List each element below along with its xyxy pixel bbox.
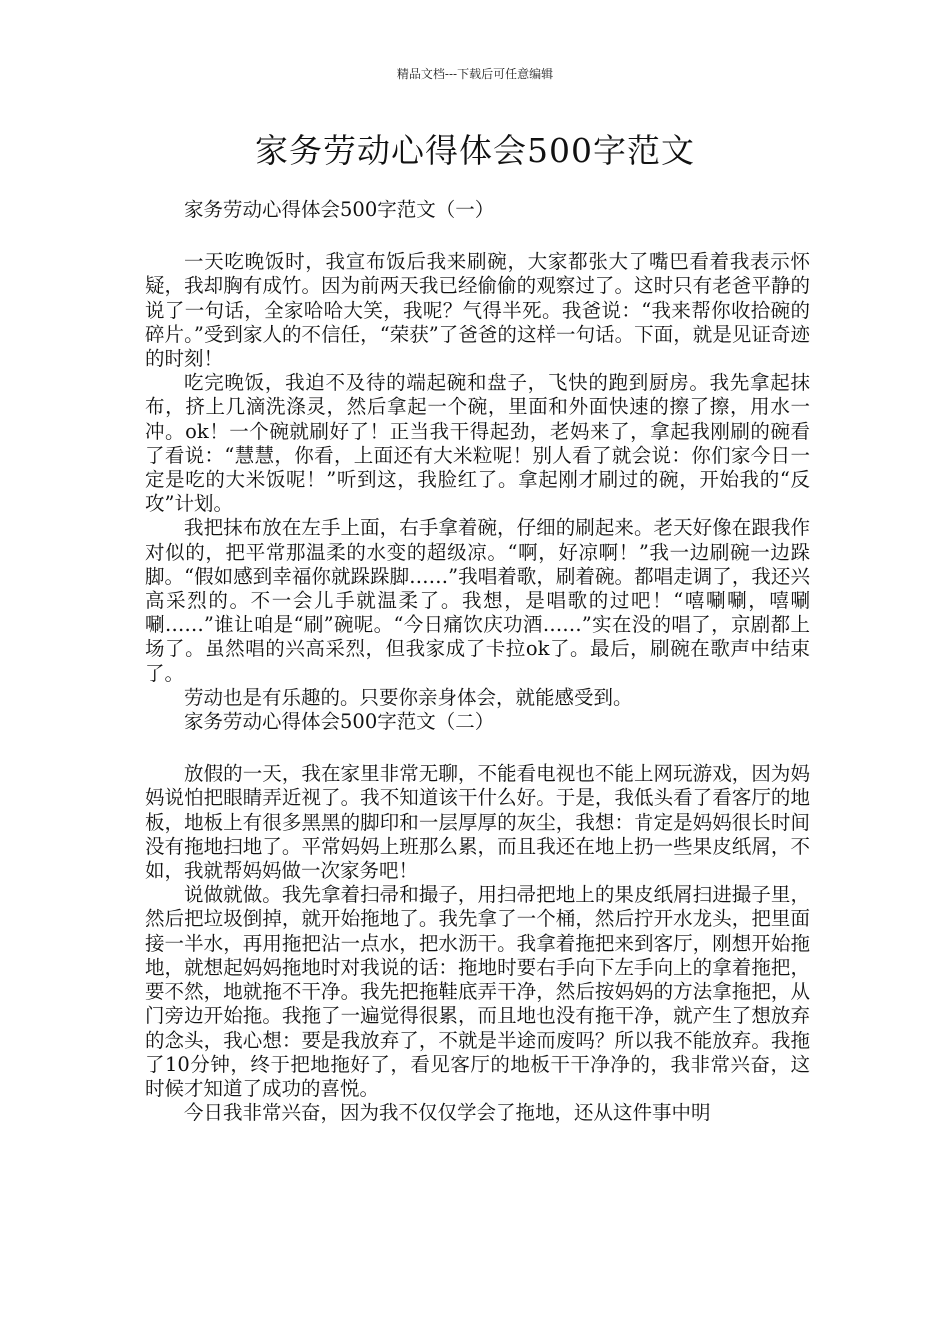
spacer xyxy=(145,734,810,762)
header-note: 精品文档---下载后可任意编辑 xyxy=(396,67,554,81)
document-title: 家务劳动心得体会500字范文 xyxy=(255,131,695,170)
section-1-heading: 家务劳动心得体会500字范文（一） xyxy=(184,198,495,221)
section-2-paragraph-2: 说做就做。我先拿着扫帚和撮子，用扫帚把地上的果皮纸屑扫进撮子里，然后把垃圾倒掉，就开始拖地了。我先拿了一个桶，然后拧开水龙头，把里面接一半水，再用拖把沾一点水，把水沥干。我拿着拖把来到客厅，刚想开始拖地，就想起妈妈拖地时对我说的话：拖地时要右手向下左手向上的拿着拖把，要不然，地就拖不干净。我先把拖鞋底弄干净，然后按妈妈的方法拿拖把，从门旁边开始拖。我拖了一遍觉得很累，而且地也没有拖干净，就产生了想放弃的念头，我心想：要是我放弃了，不就是半途而废吗？所以我不能放弃。我拖了10分钟，终于把地拖好了，看见客厅的地板干干净净的，我非常兴奋，这时候才知道了成功的喜悦。 xyxy=(145,883,810,1100)
section-2-paragraph-3: 今日我非常兴奋，因为我不仅仅学会了拖地，还从这件事中明 xyxy=(184,1101,711,1125)
spacer xyxy=(145,222,810,250)
section-1-paragraph-1: 一天吃晚饭时，我宣布饭后我来刷碗，大家都张大了嘴巴看着我表示怀疑，我却胸有成竹。因为前两天我已经偷偷的观察过了。这时只有老爸平静的说了一句话，全家哈哈大笑，我呢？气得半死。我爸说：“我来帮你收拾碗的碎片。”受到家人的不信任，“荣获”了爸爸的这样一句话。下面，就是见证奇迹的时刻！ xyxy=(145,250,810,371)
section-1-paragraph-3: 我把抹布放在左手上面，右手拿着碗，仔细的刷起来。老天好像在跟我作对似的，把平常那温柔的水变的超级凉。“啊，好凉啊！”我一边刷碗一边跺脚。“假如感到幸福你就跺跺脚……”我唱着歌，刷着碗。都唱走调了，我还兴高采烈的。不一会儿手就温柔了。我想，是唱歌的过吧！“嘻唰唰，嘻唰唰……”谁让咱是“刷”碗呢。“今日痛饮庆功酒……”实在没的唱了，京剧都上场了。虽然唱的兴高采烈，但我家成了卡拉ok了。最后，刷碗在歌声中结束了。 xyxy=(145,516,810,685)
section-1-paragraph-4: 劳动也是有乐趣的。只要你亲身体会，就能感受到。 xyxy=(184,685,633,709)
section-2-heading: 家务劳动心得体会500字范文（二） xyxy=(184,710,495,734)
document-body xyxy=(145,198,810,1125)
section-2-paragraph-1: 放假的一天，我在家里非常无聊，不能看电视也不能上网玩游戏，因为妈妈说怕把眼睛弄近视了。我不知道该干什么好。于是，我低头看了看客厅的地板，地板上有很多黑黑的脚印和一层厚厚的灰尘，我想：肯定是妈妈很长时间没有拖地扫地了。平常妈妈上班那么累，而且我还在地上扔一些果皮纸屑，不如，我就帮妈妈做一次家务吧！ xyxy=(145,762,810,883)
section-1-paragraph-2: 吃完晚饭，我迫不及待的端起碗和盘子，飞快的跑到厨房。我先拿起抹布，挤上几滴洗涤灵，然后拿起一个碗，里面和外面快速的擦了擦，用水一冲。ok！一个碗就刷好了！正当我干得起劲，老妈来了，拿起我刚刷的碗看了看说：“慧慧，你看，上面还有大米粒呢！别人看了就会说：你们家今日一定是吃的大米饭呢！”听到这，我脸红了。拿起刚才刷过的碗，开始我的“反攻”计划。 xyxy=(145,371,810,516)
